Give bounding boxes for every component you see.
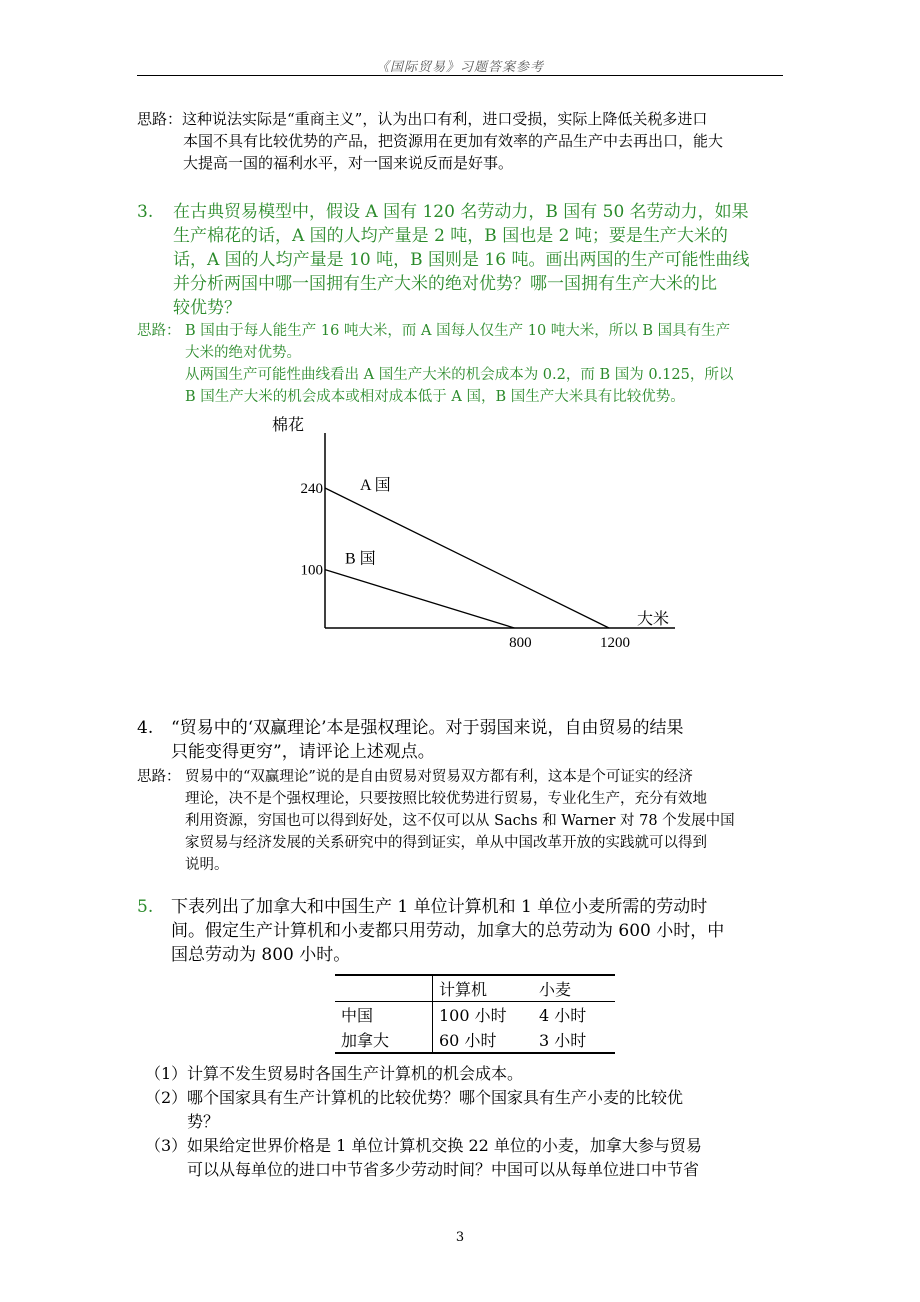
question-3-answer-line-1: B 国由于每人能生产 16 吨大米，而 A 国每人仅生产 10 吨大米，所以 B 国具有生产 — [185, 323, 731, 339]
table-cell: 4 小时 — [539, 1006, 587, 1025]
table-row — [335, 1002, 615, 1028]
page-header-title: 《国际贸易》习题答案参考 — [375, 60, 544, 75]
question-3-answer-line-4: B 国生产大米的机会成本或相对成本低于 A 国，B 国生产大米具有比较优势。 — [185, 389, 685, 405]
question-4-answer-line-3: 利用资源，穷国也可以得到好处，这不仅可以从 Sachs 和 Warner 对 78 个发展中国 — [185, 813, 735, 829]
subquestion-2 — [145, 1086, 795, 1134]
chart-labels — [272, 415, 669, 651]
series-line-b — [325, 570, 514, 628]
table-header-cell: 小麦 — [539, 980, 572, 999]
question-4-answer-line-2: 理论，决不是个强权理论，只要按照比较优势进行贸易，专业化生产，充分有效地 — [185, 791, 707, 807]
table-row — [335, 1027, 615, 1053]
x-axis-label: 大米 — [637, 611, 670, 628]
question-4 — [137, 716, 787, 766]
series-label-b: B 国 — [345, 550, 376, 568]
table-header-cell: 计算机 — [439, 980, 488, 999]
question-4-answer-body — [185, 766, 735, 876]
question-4-answer-line-5: 说明。 — [185, 857, 229, 873]
question-5-line-3: 国总劳动为 800 小时。 — [171, 945, 351, 965]
question-3-line-1: 在古典贸易模型中，假设 A 国有 120 名劳动力，B 国有 50 名劳动力，如果 — [173, 202, 749, 222]
question-5-text — [171, 895, 724, 967]
subquestion-3-body — [187, 1134, 702, 1182]
intro-answer-line-3: 大提高一国的福利水平，对一国来说反而是好事。 — [183, 154, 514, 172]
page-number: 3 — [455, 1230, 465, 1245]
series-label-a: A 国 — [360, 477, 391, 494]
question-3-text — [173, 200, 749, 320]
table-cell: 60 小时 — [439, 1031, 497, 1050]
subquestion-2-line-2: 势？ — [187, 1112, 220, 1131]
table-header-cell — [335, 975, 433, 1002]
chart-axes — [325, 433, 675, 628]
question-5 — [137, 895, 787, 967]
y-tick-label: 100 — [300, 562, 323, 579]
table-cell: 加拿大 — [335, 1027, 433, 1053]
question-5-line-2: 间。假定生产计算机和小麦都只用劳动，加拿大的总劳动为 600 小时，中 — [171, 921, 725, 941]
table-cell: 中国 — [335, 1002, 433, 1028]
subquestion-1-line-1: 计算不发生贸易时各国生产计算机的机会成本。 — [187, 1064, 524, 1083]
table-header-row — [335, 975, 615, 1002]
question-3-number: 3. — [137, 202, 154, 222]
question-4-line-2: 只能变得更穷”，请评论上述观点。 — [171, 742, 435, 762]
question-3 — [137, 200, 787, 320]
question-4-number: 4. — [137, 718, 154, 738]
question-3-line-2: 生产棉花的话，A 国的人均产量是 2 吨，B 国也是 2 吨；要是生产大米的 — [173, 226, 728, 246]
question-3-answer-line-3: 从两国生产可能性曲线看出 A 国生产大米的机会成本为 0.2，而 B 国为 0.125，所以 — [185, 367, 734, 383]
subquestion-3-line-2: 可以从每单位的进口中节省多少劳动时间？中国可以从每单位进口中节省 — [187, 1160, 700, 1179]
subquestion-3-line-1: 如果给定世界价格是 1 单位计算机交换 22 单位的小麦，加拿大参与贸易 — [187, 1136, 702, 1155]
question-3-answer-line-2: 大米的绝对优势。 — [185, 345, 301, 361]
question-4-answer-line-4: 家贸易与经济发展的关系研究中的得到证实，单从中国改革开放的实践就可以得到 — [185, 835, 707, 851]
question-3-answer-label: 思路： — [137, 323, 181, 339]
question-3-line-3: 话，A 国的人均产量是 10 吨，B 国则是 16 吨。画出两国的生产可能性曲线 — [173, 250, 750, 270]
question-3-line-4: 并分析两国中哪一国拥有生产大米的绝对优势？哪一国拥有生产大米的比 — [173, 274, 717, 294]
subquestion-3 — [145, 1134, 795, 1182]
subquestion-2-line-1: 哪个国家具有生产计算机的比较优势？哪个国家具有生产小麦的比较优 — [187, 1088, 684, 1107]
table-cell: 3 小时 — [539, 1031, 587, 1050]
question-5-line-1: 下表列出了加拿大和中国生产 1 单位计算机和 1 单位小麦所需的劳动时 — [171, 897, 708, 917]
question-4-answer-line-1: 贸易中的“双赢理论”说的是自由贸易对贸易双方都有利，这本是个可证实的经济 — [185, 769, 693, 785]
x-tick-label: 1200 — [600, 635, 630, 651]
question-3-line-5: 较优势？ — [173, 298, 241, 318]
question-3-answer — [137, 320, 787, 410]
intro-answer — [137, 108, 787, 174]
intro-answer-line-1: 思路：这种说法实际是“重商主义”，认为出口有利，进口受损，实际上降低关税多进口 — [137, 110, 708, 128]
table-cell: 100 小时 — [439, 1006, 507, 1025]
subquestion-1-body — [187, 1062, 523, 1086]
question-4-answer — [137, 766, 787, 881]
subquestion-1 — [145, 1062, 795, 1086]
x-tick-label: 800 — [509, 635, 532, 651]
subquestion-2-body — [187, 1086, 683, 1134]
subquestion-3-label: （3） — [145, 1136, 188, 1155]
question-4-text — [171, 716, 684, 764]
question-4-line-1: “贸易中的‘双赢理论’本是强权理论。对于弱国来说，自由贸易的结果 — [171, 718, 684, 738]
question-3-answer-body — [185, 320, 733, 408]
intro-answer-line-2: 本国不具有比较优势的产品，把资源用在更加有效率的产品生产中去再出口，能大 — [183, 132, 724, 150]
subquestion-1-label: （1） — [145, 1064, 188, 1083]
header-divider — [137, 75, 783, 76]
question-5-number: 5. — [137, 897, 154, 917]
labor-time-table — [335, 974, 615, 1054]
question-4-answer-label: 思路： — [137, 769, 181, 785]
y-tick-label: 240 — [300, 481, 323, 497]
ppf-chart — [0, 405, 920, 665]
y-axis-label: 棉花 — [272, 417, 305, 434]
subquestion-2-label: （2） — [145, 1088, 188, 1107]
